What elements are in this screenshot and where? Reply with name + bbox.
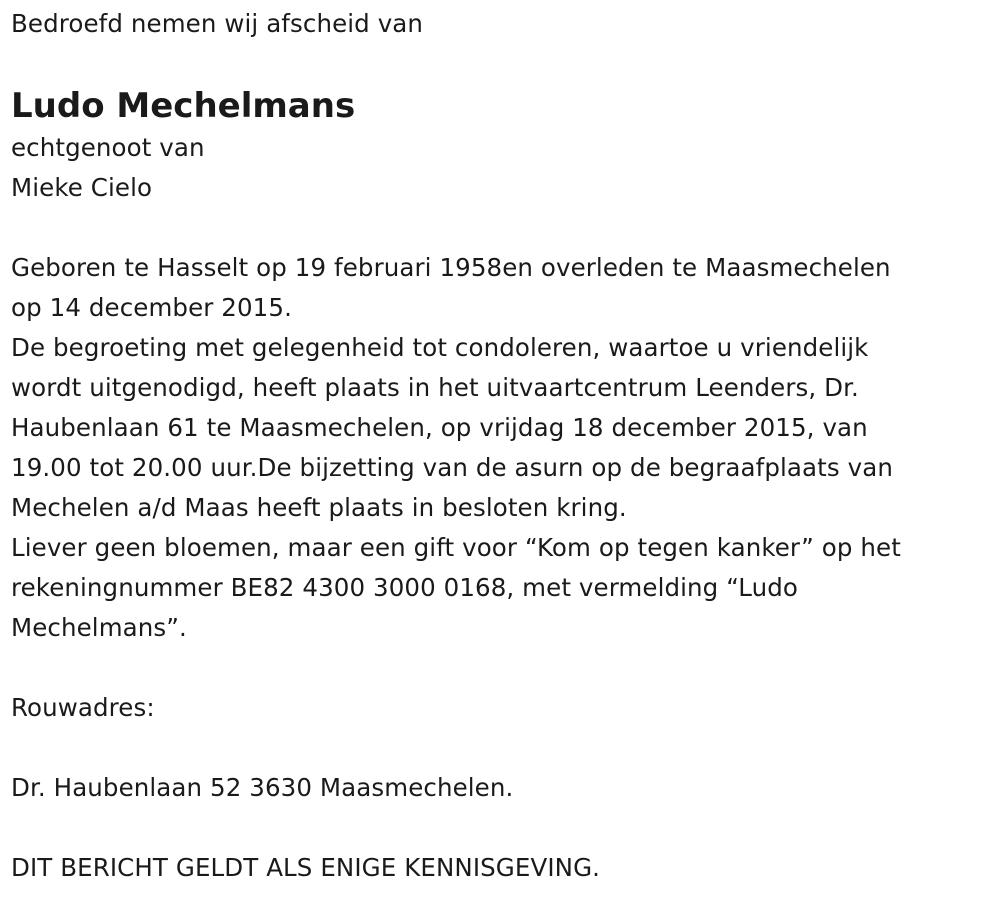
notice-text: DIT BERICHT GELDT ALS ENIGE KENNISGEVING. — [11, 853, 601, 882]
intro-text: Bedroefd nemen wij afscheid van — [11, 9, 424, 38]
body-line: De begroeting met gelegenheid tot condoleren, waartoe u vriendelijk — [11, 333, 869, 362]
relation-text: echtgenoot van — [11, 133, 205, 162]
body-line: Mechelmans”. — [11, 613, 187, 642]
spacer — [11, 728, 986, 768]
obituary-notice — [11, 4, 986, 888]
address-text: Dr. Haubenlaan 52 3630 Maasmechelen. — [11, 773, 514, 802]
deceased-name: Ludo Mechelmans — [11, 86, 356, 126]
body-line: 19.00 tot 20.00 uur.De bijzetting van de asurn op de begraafplaats van — [11, 453, 893, 482]
address-label: Rouwadres: — [11, 693, 155, 722]
body-text — [11, 248, 986, 648]
body-line: op 14 december 2015. — [11, 293, 292, 322]
body-line: Mechelen a/d Maas heeft plaats in besloten kring. — [11, 493, 627, 522]
body-line: wordt uitgenodigd, heeft plaats in het uitvaartcentrum Leenders, Dr. — [11, 373, 859, 402]
spouse-name: Mieke Cielo — [11, 173, 153, 202]
body-line: Haubenlaan 61 te Maasmechelen, op vrijdag 18 december 2015, van — [11, 413, 868, 442]
body-line: Liever geen bloemen, maar een gift voor “Kom op tegen kanker” op het — [11, 533, 901, 562]
spacer — [11, 648, 986, 688]
spacer — [11, 208, 986, 248]
spacer — [11, 808, 986, 848]
body-line: Geboren te Hasselt op 19 februari 1958en overleden te Maasmechelen — [11, 253, 891, 282]
body-line: rekeningnummer BE82 4300 3000 0168, met vermelding “Ludo — [11, 573, 798, 602]
